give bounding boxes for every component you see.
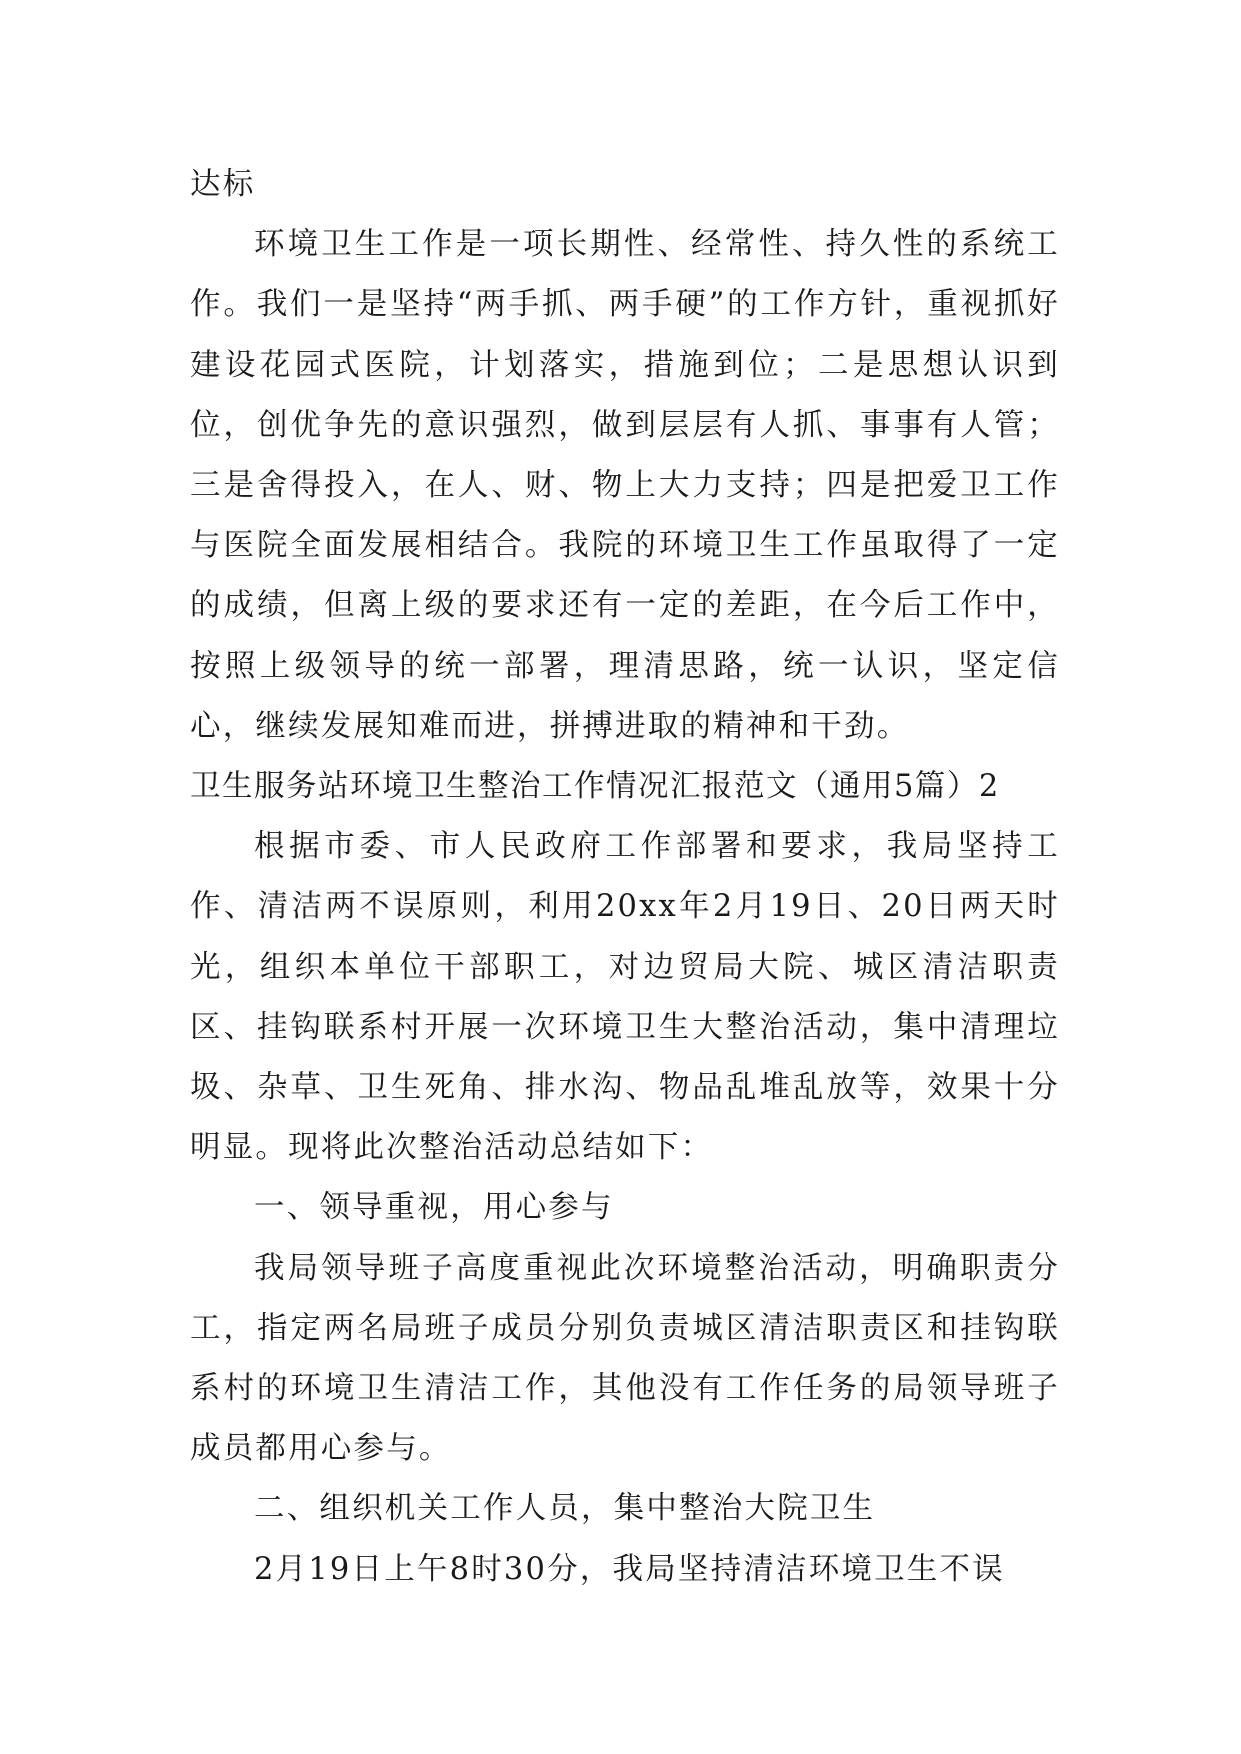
paragraph-schedule: 2月19日上午8时30分，我局坚持清洁环境卫生不误 (254, 1551, 1005, 1587)
paragraph-summary: 环境卫生工作是一项长期性、经常性、持久性的系统工作。我们一是坚持“两手抓、两手硬”的工作方针，重视抓好建设花园式医院，计划落实，措施到位；二是思想认识到位，创优争先的意识强烈，做到层层有人抓、事事有人管；三是舍得投入，在人、财、物上大力支持；四是把爱卫工作与医院全面发展相结合。我院的环境卫生工作虽取得了一定的成绩，但离上级的要求还有一定的差距，在今后工作中，按照上级领导的统一部署，理清思路，统一认识，坚定信心，继续发展知难而进，拼搏进取的精神和干劲。 (190, 227, 1060, 744)
paragraph-continuation: 达标 (190, 167, 256, 202)
subheading-1: 一、领导重视，用心参与 (254, 1190, 614, 1226)
section-title: 卫生服务站环境卫生整治工作情况汇报范文（通用5篇）2 (190, 769, 1000, 805)
document-body (190, 155, 1060, 1600)
paragraph-intro: 根据市委、市人民政府工作部署和要求，我局坚持工作、清洁两不误原则，利用20xx年2月19日、20日两天时光，组织本单位干部职工，对边贸局大院、城区清洁职责区、挂钩联系村开展一次环境卫生大整治活动，集中清理垃圾、杂草、卫生死角、排水沟、物品乱堆乱放等，效果十分明显。现将此次整治活动总结如下： (190, 829, 1060, 1166)
subheading-2: 二、组织机关工作人员，集中整治大院卫生 (254, 1491, 876, 1527)
paragraph-leadership: 我局领导班子高度重视此次环境整治活动，明确职责分工，指定两名局班子成员分别负责城区清洁职责区和挂钩联系村的环境卫生清洁工作，其他没有工作任务的局领导班子成员都用心参与。 (190, 1250, 1060, 1467)
